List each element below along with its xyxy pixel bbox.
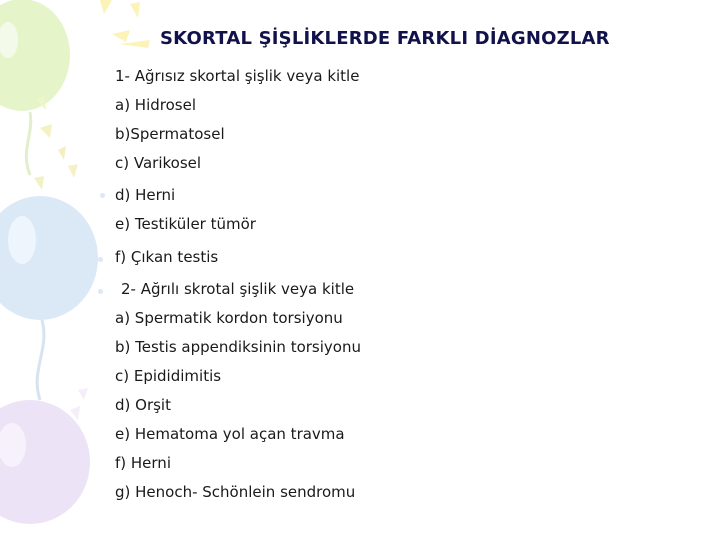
bullet-marker xyxy=(98,289,103,294)
list-item: c) Epididimitis xyxy=(115,367,222,385)
list-item: g) Henoch- Schönlein sendromu xyxy=(115,483,356,501)
list-item: d) Orşit xyxy=(115,396,171,414)
purple-balloon-icon xyxy=(0,400,90,524)
list-item: a) Spermatik kordon torsiyonu xyxy=(115,309,343,327)
list-item: b)Spermatosel xyxy=(115,125,225,143)
confetti-decoration xyxy=(34,96,78,190)
list-item: f) Çıkan testis xyxy=(115,248,219,266)
green-balloon-icon xyxy=(0,0,70,175)
section2-heading: 2- Ağrılı skrotal şişlik veya kitle xyxy=(121,280,355,298)
streamer-decoration xyxy=(100,0,150,48)
bullet-marker xyxy=(98,257,103,262)
slide-title: SKORTAL ŞİŞLİKLERDE FARKLI DİAGNOZLAR xyxy=(160,28,610,49)
confetti-decoration-lower xyxy=(70,388,88,420)
list-item: f) Herni xyxy=(115,454,171,472)
list-item: a) Hidrosel xyxy=(115,96,197,114)
bullet-marker xyxy=(100,193,105,198)
list-item: e) Testiküler tümör xyxy=(115,215,256,233)
list-item: d) Herni xyxy=(115,186,176,204)
blue-balloon-icon xyxy=(0,196,98,400)
section1-heading: 1- Ağrısız skortal şişlik veya kitle xyxy=(115,67,360,85)
list-item: c) Varikosel xyxy=(115,154,202,172)
list-item: e) Hematoma yol açan travma xyxy=(115,425,345,443)
list-item: b) Testis appendiksinin torsiyonu xyxy=(115,338,361,356)
